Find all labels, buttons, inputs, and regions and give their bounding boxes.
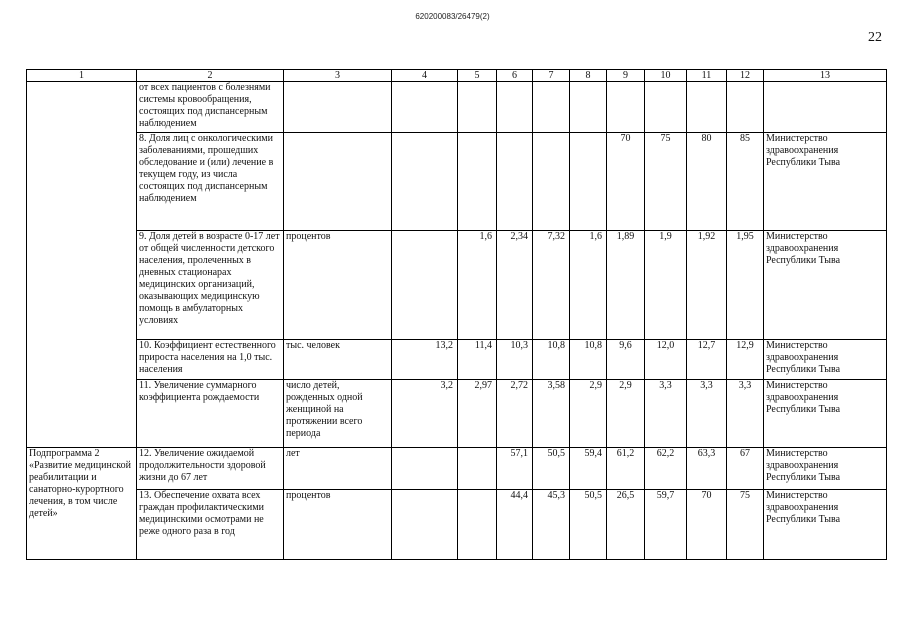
value-cell: 3,3	[727, 380, 764, 448]
value-cell: 45,3	[533, 490, 570, 560]
unit-cell: тыс. человек	[284, 340, 392, 380]
col-header: 4	[392, 70, 458, 82]
value-cell: 1,92	[687, 231, 727, 340]
value-cell	[497, 82, 533, 133]
table-row	[27, 340, 887, 380]
value-cell: 12,9	[727, 340, 764, 380]
value-cell: 10,8	[570, 340, 607, 380]
indicator-cell: 8. Доля лиц с онкологическими заболеваниями, прошедших обследование и (или) лечение в текущем году, из числа состоящих под диспансерным наблюдением	[137, 133, 284, 231]
col-header: 8	[570, 70, 607, 82]
value-cell: 70	[607, 133, 645, 231]
value-cell	[570, 133, 607, 231]
value-cell: 85	[727, 133, 764, 231]
col-header: 5	[458, 70, 497, 82]
value-cell	[392, 231, 458, 340]
value-cell: 26,5	[607, 490, 645, 560]
value-cell	[645, 82, 687, 133]
col-header: 6	[497, 70, 533, 82]
value-cell: 59,4	[570, 448, 607, 490]
value-cell: 44,4	[497, 490, 533, 560]
value-cell: 2,34	[497, 231, 533, 340]
col-header: 11	[687, 70, 727, 82]
value-cell	[607, 82, 645, 133]
value-cell: 7,32	[533, 231, 570, 340]
value-cell: 2,72	[497, 380, 533, 448]
indicators-table	[26, 69, 887, 560]
value-cell	[458, 82, 497, 133]
value-cell: 67	[727, 448, 764, 490]
col-header: 3	[284, 70, 392, 82]
executor-cell: Министерство здравоохранения Республики Тыва	[764, 490, 887, 560]
value-cell: 50,5	[570, 490, 607, 560]
value-cell	[533, 82, 570, 133]
subprogram-cell: Подпрограмма 2 «Развитие медицинской реабилитации и санаторно-курортного лечения, в том числе детей»	[27, 448, 137, 560]
value-cell: 57,1	[497, 448, 533, 490]
value-cell	[392, 82, 458, 133]
value-cell: 63,3	[687, 448, 727, 490]
value-cell: 11,4	[458, 340, 497, 380]
table-row	[27, 490, 887, 560]
page-number: 22	[868, 30, 882, 45]
executor-cell: Министерство здравоохранения Республики Тыва	[764, 448, 887, 490]
value-cell	[570, 82, 607, 133]
unit-cell: число детей, рожденных одной женщиной на протяжении всего периода	[284, 380, 392, 448]
value-cell: 75	[727, 490, 764, 560]
col-header: 1	[27, 70, 137, 82]
col-header: 2	[137, 70, 284, 82]
value-cell	[392, 133, 458, 231]
value-cell	[458, 133, 497, 231]
unit-cell	[284, 82, 392, 133]
value-cell: 62,2	[645, 448, 687, 490]
value-cell: 1,6	[570, 231, 607, 340]
value-cell: 2,97	[458, 380, 497, 448]
value-cell: 2,9	[607, 380, 645, 448]
unit-cell: процентов	[284, 231, 392, 340]
value-cell: 61,2	[607, 448, 645, 490]
table-row	[27, 448, 887, 490]
indicator-cell: 9. Доля детей в возрасте 0-17 лет от общей численности детского населения, пролеченных в дневных стационарах медицинских организаций, оказывающих медицинскую помощь в амбулаторных условиях	[137, 231, 284, 340]
value-cell: 10,3	[497, 340, 533, 380]
col-header: 7	[533, 70, 570, 82]
executor-cell	[764, 82, 887, 133]
value-cell: 70	[687, 490, 727, 560]
value-cell: 2,9	[570, 380, 607, 448]
col-header: 9	[607, 70, 645, 82]
value-cell: 75	[645, 133, 687, 231]
value-cell: 3,58	[533, 380, 570, 448]
executor-cell: Министерство здравоохранения Республики Тыва	[764, 231, 887, 340]
col-header: 12	[727, 70, 764, 82]
value-cell: 10,8	[533, 340, 570, 380]
value-cell: 3,3	[687, 380, 727, 448]
value-cell	[458, 448, 497, 490]
executor-cell: Министерство здравоохранения Республики Тыва	[764, 133, 887, 231]
table-row	[27, 231, 887, 340]
value-cell: 1,89	[607, 231, 645, 340]
subprogram-cell-empty	[27, 82, 137, 448]
value-cell: 12,0	[645, 340, 687, 380]
executor-cell: Министерство здравоохранения Республики Тыва	[764, 340, 887, 380]
value-cell	[392, 490, 458, 560]
table-row	[27, 133, 887, 231]
value-cell	[727, 82, 764, 133]
column-numbers-row	[27, 70, 887, 82]
value-cell: 13,2	[392, 340, 458, 380]
indicator-cell: 13. Обеспечение охвата всех граждан профилактическими медицинскими осмотрами не реже одного раза в год	[137, 490, 284, 560]
col-header: 13	[764, 70, 887, 82]
unit-cell	[284, 133, 392, 231]
value-cell: 1,9	[645, 231, 687, 340]
indicator-cell: от всех пациентов с болезнями системы кровообращения, состоящих под диспансерным наблюдением	[137, 82, 284, 133]
value-cell: 3,2	[392, 380, 458, 448]
value-cell	[687, 82, 727, 133]
value-cell	[392, 448, 458, 490]
col-header: 10	[645, 70, 687, 82]
value-cell: 1,95	[727, 231, 764, 340]
value-cell: 59,7	[645, 490, 687, 560]
value-cell: 80	[687, 133, 727, 231]
value-cell	[458, 490, 497, 560]
unit-cell: лет	[284, 448, 392, 490]
value-cell: 1,6	[458, 231, 497, 340]
value-cell: 3,3	[645, 380, 687, 448]
indicator-cell: 11. Увеличение суммарного коэффициента рождаемости	[137, 380, 284, 448]
value-cell: 50,5	[533, 448, 570, 490]
value-cell	[497, 133, 533, 231]
value-cell: 9,6	[607, 340, 645, 380]
document-code: 620200083/26479(2)	[415, 12, 490, 21]
value-cell	[533, 133, 570, 231]
unit-cell: процентов	[284, 490, 392, 560]
table-row	[27, 82, 887, 133]
table-row	[27, 380, 887, 448]
executor-cell: Министерство здравоохранения Республики Тыва	[764, 380, 887, 448]
value-cell: 12,7	[687, 340, 727, 380]
indicator-cell: 12. Увеличение ожидаемой продолжительности здоровой жизни до 67 лет	[137, 448, 284, 490]
indicator-cell: 10. Коэффициент естественного прироста населения на 1,0 тыс. населения	[137, 340, 284, 380]
